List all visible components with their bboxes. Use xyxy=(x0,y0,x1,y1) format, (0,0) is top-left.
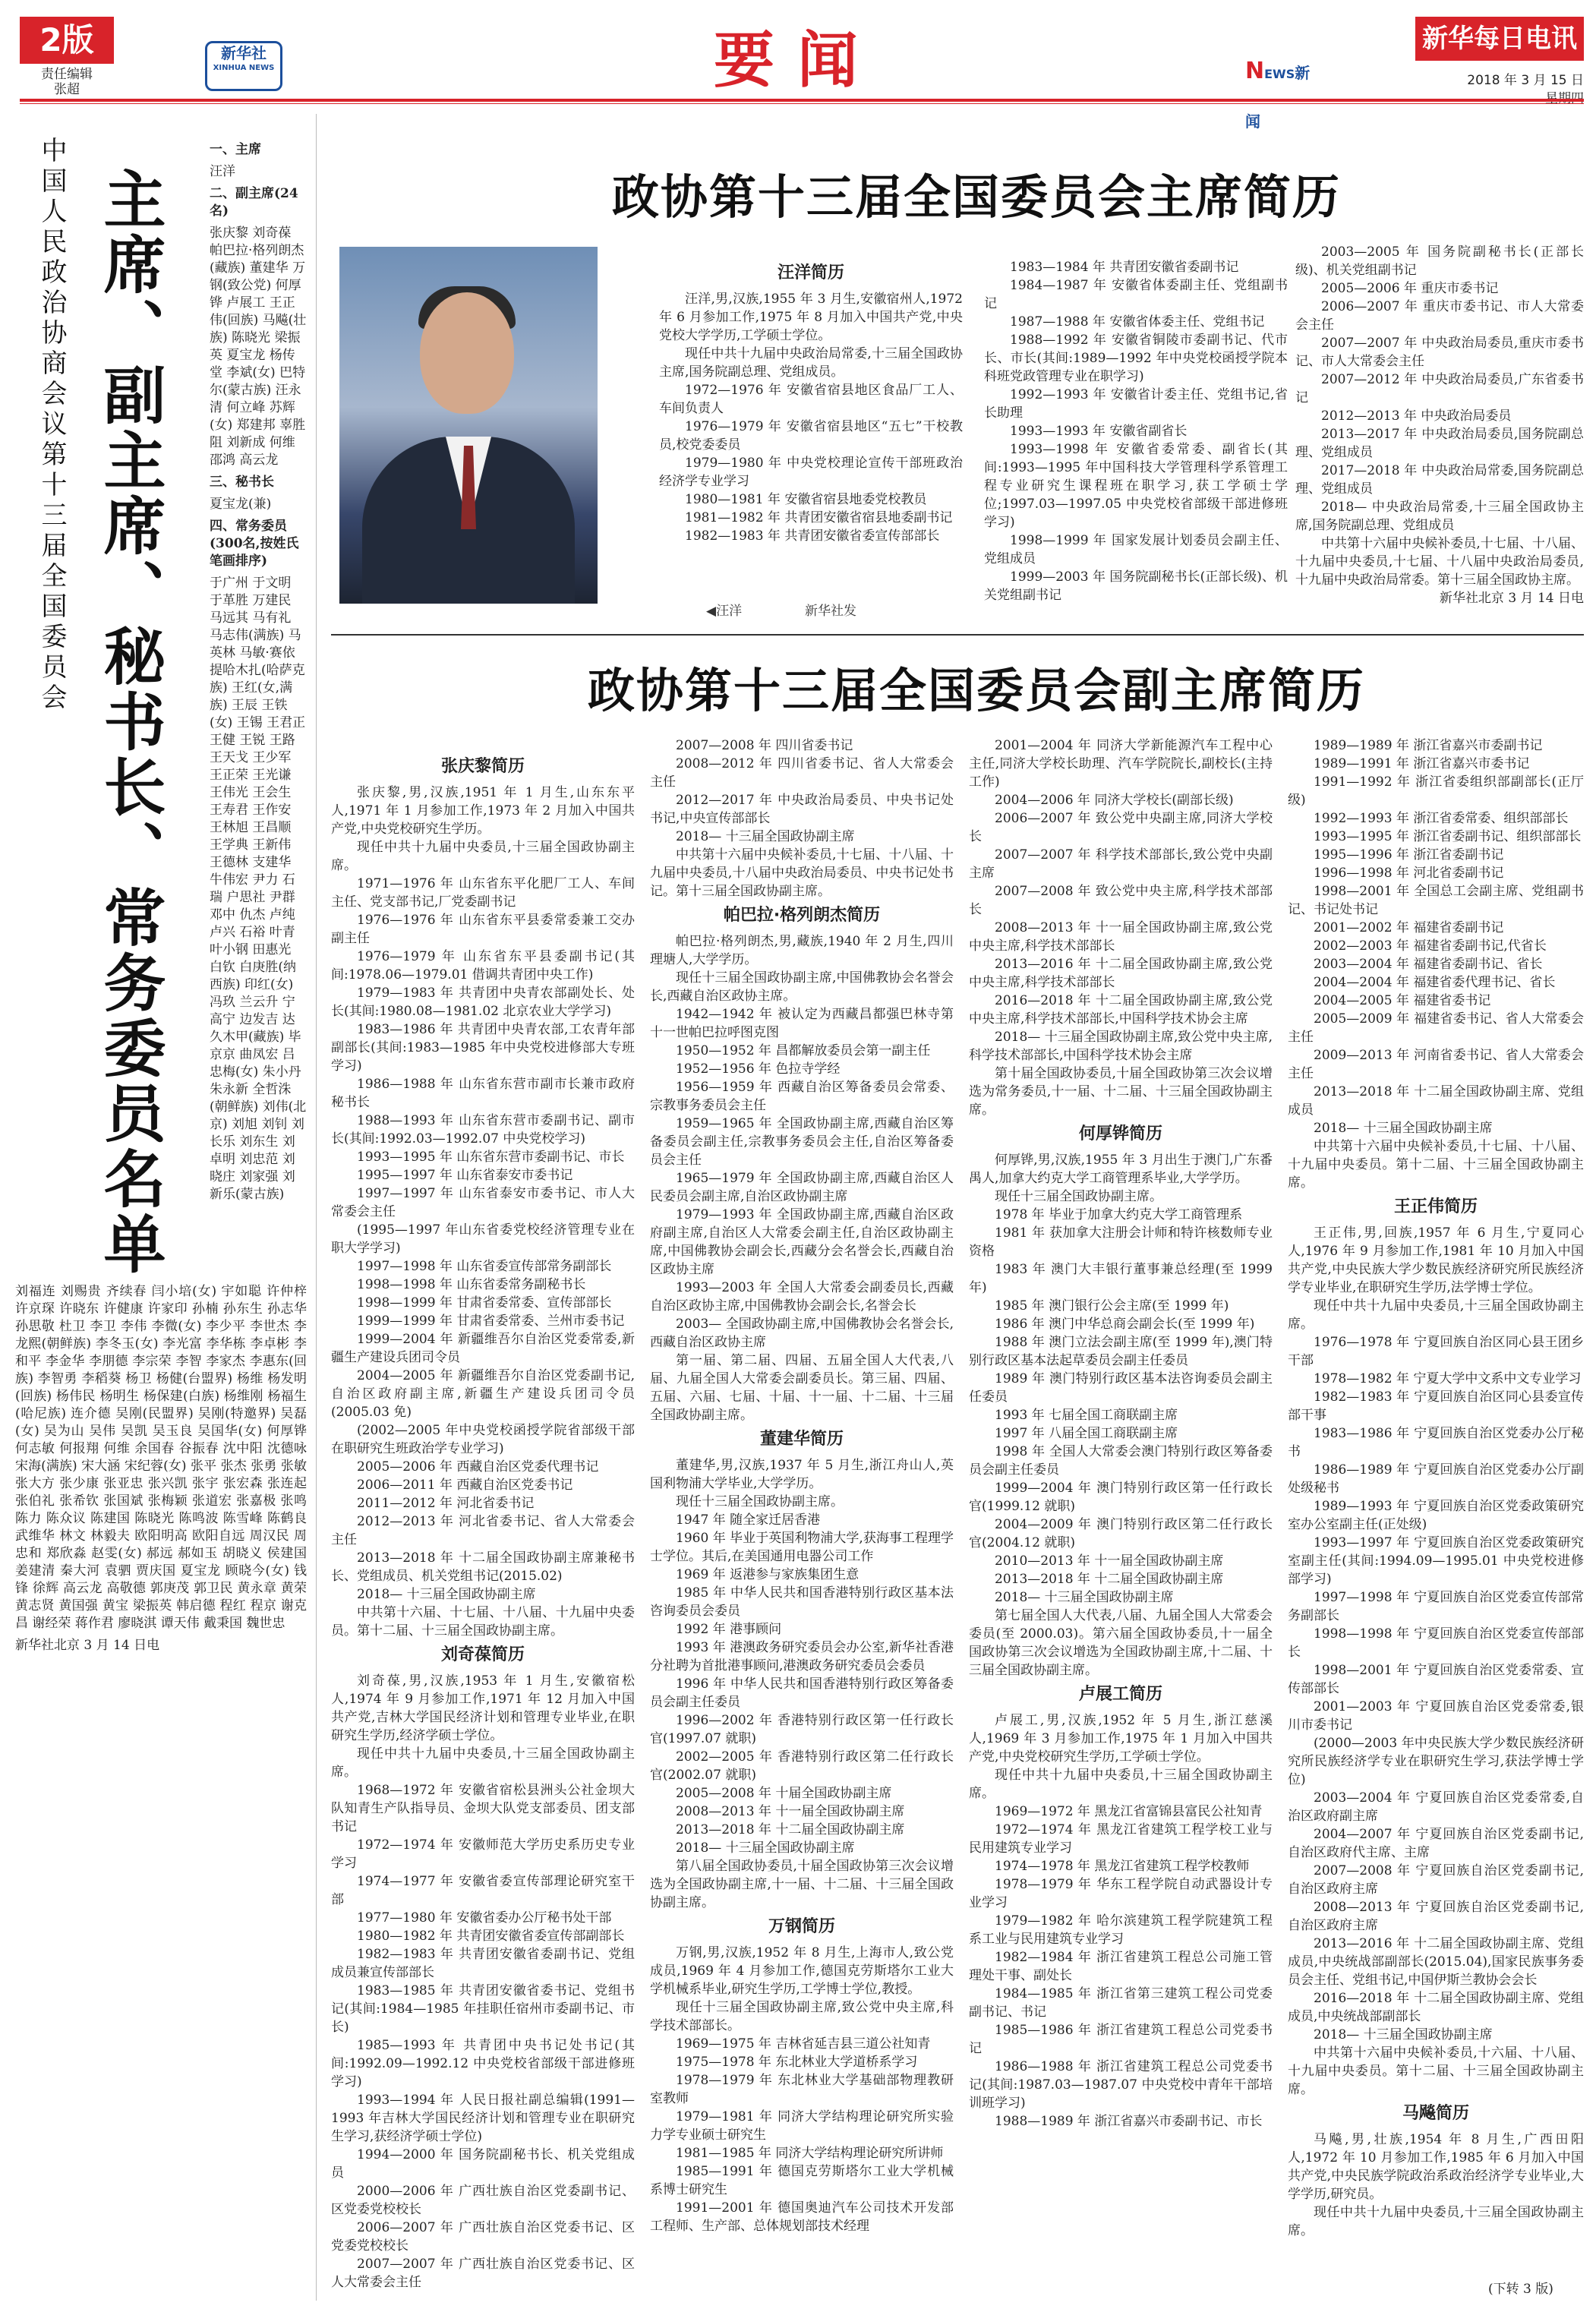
name-list-column-1 xyxy=(210,137,307,1260)
bio-entry: 1993 年 七届全国工商联副主席 xyxy=(995,1408,1178,1423)
bio-entry: 1980—1981 年 安徽省宿县地委党校教员 xyxy=(685,492,927,507)
page-number-box xyxy=(20,17,114,97)
bio-entry: 1969—1975 年 吉林省延吉县三道公社知青 xyxy=(676,2036,931,2052)
left-divider xyxy=(316,114,317,2301)
bio-entry: 1993—1995 年 山东省东营市委副书记、市长 xyxy=(357,1150,625,1165)
bio-entry: 2013—2018 年 十二届全国政协副主席 xyxy=(995,1572,1224,1587)
bio-title: 张庆黎简历 xyxy=(440,757,525,776)
bio-entry: 1971—1976 年 山东省东平化肥厂工人、车间主任、党支部书记,厂党委副书记 xyxy=(331,876,635,910)
bio-entry: 1956—1959 年 西藏自治区筹备委员会常委、宗教事务委员会主任 xyxy=(650,1080,954,1113)
bio-entry: 1988—1989 年 浙江省嘉兴市委副书记、市长 xyxy=(995,2114,1263,2129)
bio-entry: 1977—1980 年 安徽省委办公厅秘书处干部 xyxy=(357,1910,612,1926)
bio-entry: 1969—1972 年 黑龙江省富锦县富民公社知青 xyxy=(995,1804,1263,1819)
bio-entry: 1987—1988 年 安徽省体委主任、党组书记 xyxy=(1010,314,1265,330)
bio-entry: 2003— 全国政协副主席,中国佛教协会名誉会长,西藏自治区政协主席 xyxy=(650,1317,954,1350)
bio-entry: 1979—1980 年 中央党校理论宣传干部班政治经济学专业学习 xyxy=(659,456,963,489)
bio-entry: 1989—1991 年 浙江省嘉兴市委书记 xyxy=(1314,756,1530,771)
bio-entry: 现任十三届全国政协副主席,致公党中央主席,科学技术部部长。 xyxy=(650,2000,954,2033)
bio-entry: 1978—1982 年 宁夏大学中文系中文专业学习 xyxy=(1314,1371,1582,1386)
bio-dateline: 新华社北京 3 月 14 日电 xyxy=(1439,591,1584,606)
bio-entry: 1997 年 八届全国工商联副主席 xyxy=(995,1426,1178,1441)
bio-entry: 1988—1992 年 安徽省铜陵市委副书记、代市长、市长(其间:1989—1992 年中央党校函授学院本科班党政管理专业在职学习) xyxy=(984,333,1288,384)
bio-current-post: 现任中共十九届中央政治局常委,十三届全国政协主席,国务院副总理、党组成员。 xyxy=(659,346,963,380)
wangyang-bio-col2 xyxy=(984,258,1288,623)
bio-entry: 2002—2003 年 福建省委副书记,代省长 xyxy=(1314,938,1547,954)
xinhua-logo xyxy=(205,41,282,91)
bio-entry: 1997—1998 年 宁夏回族自治区党委宣传部常务副部长 xyxy=(1288,1590,1584,1623)
bio-entry: 2008—2013 年 十一届全国政协副主席,致公党中央主席,科学技术部部长 xyxy=(969,920,1273,954)
bio-entry: 2018— 十三届全国政协副主席 xyxy=(357,1587,536,1602)
bio-entry: 张庆黎,男,汉族,1951 年 1 月生,山东东平人,1971 年 1 月参加工作,1973 年 2 月加入中国共产党,中央党校研究生学历。 xyxy=(331,785,635,837)
bio-column-a xyxy=(331,752,635,2293)
bio-title: 万钢简历 xyxy=(768,1917,835,1936)
bio-entry: 1989—1993 年 宁夏回族自治区党委政策研究室办公室副主任(正处级) xyxy=(1288,1499,1584,1532)
bio-entry: 2008—2013 年 宁夏回族自治区党委副书记,自治区政府主席 xyxy=(1288,1900,1584,1933)
brand-name: 新华每日电讯 xyxy=(1415,17,1584,61)
bio-entry: 1998 年 全国人大常委会澳门特别行政区筹备委员会副主任委员 xyxy=(969,1444,1273,1478)
bio-entry: 1998—1998 年 山东省委常务副秘书长 xyxy=(357,1277,586,1292)
bio-entry: 1979—1993 年 全国政协副主席,西藏自治区政府副主席,自治区人大常委会副主任,自治区政协副主席,中国佛教协会副会长,西藏分会名誉会长,西藏自治区政协主席 xyxy=(650,1207,954,1277)
bio-entry: 中共第十六届中央候补委员,十七届、十八届、十九届中央委员,十八届中央政治局委员、中央书记处书记。第十三届全国政协副主席。 xyxy=(650,847,954,899)
bio-entry: 2018— 十三届全国政协副主席 xyxy=(1314,2027,1493,2042)
bio-entry: 1995—1996 年 浙江省委副书记 xyxy=(1314,847,1504,863)
bio-entry: 2013—2018 年 十二届全国政协副主席、党组成员 xyxy=(1288,1084,1584,1118)
bio-entry: 1972—1974 年 安徽师范大学历史系历史专业学习 xyxy=(331,1837,635,1871)
bio-entry: 2007—2007 年 科学技术部部长,致公党中央副主席 xyxy=(969,847,1273,881)
bio-entry: 1979—1983 年 共青团中央青农部副处长、处长(其间:1980.08—1981.02 北京农业大学学习) xyxy=(331,986,635,1019)
xinhua-logo-text: 新华社 xyxy=(221,44,267,62)
bio-entry: 1979—1981 年 同济大学结构理论研究所实验力学专业硕士研究生 xyxy=(650,2109,954,2143)
bio-entry: 1974—1978 年 黑龙江省建筑工程学校教师 xyxy=(995,1859,1250,1874)
bio-entry: 1999—2004 年 澳门特别行政区第一任行政长官(1999.12 就职) xyxy=(969,1481,1273,1514)
bio-entry: 2016—2018 年 十二届全国政协副主席、党组成员,中央统战部副部长 xyxy=(1288,1991,1584,2024)
bio-title: 刘奇葆简历 xyxy=(440,1645,525,1664)
bio-entry: 1983—1985 年 共青团安徽省委书记、党组书记(其间:1984—1985 年挂职任宿州市委副书记、市长) xyxy=(331,1983,635,2035)
bio-entry: 1996—1998 年 河北省委副书记 xyxy=(1314,866,1504,881)
bio-entry: 1978—1979 年 华东工程学院自动武器设计专业学习 xyxy=(969,1877,1273,1910)
list-heading: 三、秘书长 xyxy=(210,475,274,490)
bio-entry: 1993—1994 年 人民日报社副总编辑(1991—1993 年吉林大学国民经济计划和管理专业在职研究生学习,获经济学硕士学位) xyxy=(331,2093,635,2144)
list-names: 汪洋 xyxy=(210,164,235,179)
bio-entry: 1982—1984 年 浙江省建筑工程总公司施工管理处干事、副处长 xyxy=(969,1950,1273,1983)
bio-entry: 1983—1984 年 共青团安徽省委副书记 xyxy=(1010,260,1239,275)
bio-entry: 2006—2011 年 西藏自治区党委书记 xyxy=(357,1478,573,1493)
bio-entry: 1974—1977 年 安徽省委宣传部理论研究室干部 xyxy=(331,1874,635,1907)
bio-intro: 汪洋,男,汉族,1955 年 3 月生,安徽宿州人,1972 年 6 月参加工作,1975 年 8 月加入中国共产党,中央党校大学学历,工学硕士学位。 xyxy=(659,292,963,343)
bio-entry: 1976—1976 年 山东省东平县委常委兼工交办副主任 xyxy=(331,913,635,946)
bio-entry: 2001—2003 年 宁夏回族自治区党委常委,银川市委书记 xyxy=(1288,1699,1584,1733)
bio-entry: 1952—1956 年 色拉寺学经 xyxy=(676,1061,841,1077)
bio-entry: 1947 年 随全家迁居香港 xyxy=(676,1512,821,1528)
bio-entry: 1999—2004 年 新疆维吾尔自治区党委常委,新疆生产建设兵团司令员 xyxy=(331,1332,635,1365)
wangyang-bio-col1 xyxy=(659,258,963,592)
bio-entry: 1991—1992 年 浙江省委组织部副部长(正厅级) xyxy=(1288,774,1584,808)
list-names: 于广州 于文明 于革胜 万建民 马远其 马有礼 马志伟(满族) 马英林 马敏·赛依提哈木扎(哈萨克族) 王红(女,满族) 王辰 王铁(女) 王锡 王君正 王健 王锐 王路 王天戈 王少军 王正荣 王光谦 王伟光 王会生 王寿君 王作安 王林旭 王昌顺 王学典 王新伟 王德林 支建华 牛伟宏 尹力 石瑞 户思社 尹群 邓中 仇杰 卢纯 卢兴 石裕 叶青 叶小钢 田惠光 白钦 白庚胜(纳西族) 印红(女) 冯玖 兰云升 宁高宁 边发吉 达久木甲(藏族) 毕京京 曲凤宏 吕忠梅(女) 朱小丹 朱永新 全哲洙(朝鲜族) 刘伟(北京) 刘旭 刘钊 刘长乐 刘东生 刘卓明 刘忠范 刘晓庄 刘家强 刘新乐(蒙古族) xyxy=(210,576,307,1202)
bio-entry: 2018— 十三届全国政协副主席 xyxy=(995,1590,1174,1605)
bio-entry: 2007—2007 年 广西壮族自治区党委书记、区人大常委会主任 xyxy=(331,2257,635,2290)
bio-entry: 1992—1993 年 安徽省计委主任、党组书记,省长助理 xyxy=(984,387,1288,421)
bio-entry: 1981—1985 年 同济大学结构理论研究所讲师 xyxy=(676,2146,944,2161)
bio-entry: 1980—1982 年 共青团安徽省委宣传部副部长 xyxy=(357,1929,625,1944)
bio-entry: 1985—1993 年 共青团中央书记处书记(其间:1992.09—1992.12 中央党校省部级干部进修班学习) xyxy=(331,2038,635,2090)
bio-entry: 2005—2006 年 西藏自治区党委代理书记 xyxy=(357,1459,599,1475)
name-list-continued: 刘福连 刘赐贵 齐续春 闫小培(女) 宇如聪 许仲梓 许京琛 许晓东 许健康 许家印 孙楠 孙东生 孙志华 孙思敬 杜卫 李卫 李伟 李微(女) 李少平 李世杰 李龙熙(朝鲜族) 李冬玉(女) 李光富 李华栋 李卓彬 李和平 李金华 李朋德 李宗荣 李智 李家杰 李惠东(回族) 李智勇 李稻葵 杨卫 杨健(台盟界) 杨维 杨发明(回族) 杨伟民 杨明生 杨保建(白族) 杨维刚 杨福生(哈尼族) 连介德 吴刚(民盟界) 吴刚(特邀界) 吴磊(女) 吴为山 吴伟 吴凯 吴玉良 吴国华(女) 何厚铧 何志敏 何报翔 何维 余国春 谷振春 沈中阳 沈德咏 宋海(满族) 宋大涵 宋纪蓉(女) 张平 张杰 张勇 张敏 张大方 张少康 张亚忠 张兴凯 张宇 张宏森 张连起 张伯礼 张希钦 张国斌 张梅颖 张道宏 张嘉极 张鸣 陈力 陈众议 陈建国 陈晓光 陈鸣波 陈雪峰 陈鹤良 武维华 林文 林毅夫 欧阳明高 欧阳自远 周汉民 周忠和 郑欣淼 赵雯(女) 郝远 郝如玉 胡晓义 侯建国 姜建清 秦大河 袁驷 贾庆国 夏宝龙 顾晓今(女) 钱锋 徐辉 高云龙 高敬德 郭庚茂 郭卫民 黄永章 黄荣 黄志贤 黄国强 黄宝 梁振英 韩启德 程红 程京 谢克昌 谢经荣 蒋作君 廖晓淇 谭天伟 戴秉国 魏世忠 xyxy=(15,1284,307,1631)
bio-entry: 1993 年 港澳政务研究委员会办公室,新华社香港分社聘为首批港事顾问,港澳政务研究委员会委员 xyxy=(650,1640,954,1673)
bio-entry: 1976—1978 年 宁夏回族自治区同心县王团乡干部 xyxy=(1288,1335,1584,1368)
bio-entry: (2002—2005 年中央党校函授学院省部级干部在职研究生班政治学专业学习) xyxy=(331,1423,635,1456)
bio-entry: 2012—2017 年 中央政治局委员、中央书记处书记,中央宣传部部长 xyxy=(650,793,954,826)
bio-entry: 1998—1999 年 国家发展计划委员会副主任、党组成员 xyxy=(984,533,1288,566)
bio-entry: 1993—2003 年 全国人大常委会副委员长,西藏自治区政协主席,中国佛教协会副会长,名誉会长 xyxy=(650,1280,954,1314)
bio-entry: 1985 年 澳门银行公会主席(至 1999 年) xyxy=(995,1298,1229,1314)
bio-entry: 2003—2004 年 宁夏回族自治区党委常委,自治区政府副主席 xyxy=(1288,1790,1584,1824)
bio-entry: 2004—2005 年 福建省委书记 xyxy=(1314,993,1491,1008)
bio-entry: 1998—2001 年 全国总工会副主席、党组副书记、书记处书记 xyxy=(1288,884,1584,917)
bio-entry: 2013—2016 年 十二届全国政协副主席,致公党中央主席,科学技术部部长 xyxy=(969,957,1273,990)
bio-entry: 2000—2006 年 广西壮族自治区党委副书记、区党委党校校长 xyxy=(331,2184,635,2217)
bio-entry: 1983—1986 年 宁夏回族自治区党委办公厅秘书 xyxy=(1288,1426,1584,1459)
bio-entry: 帕巴拉·格列朗杰,男,藏族,1940 年 2 月生,四川理塘人,大学学历。 xyxy=(650,934,954,967)
bio-entry: 2006—2007 年 致公党中央副主席,同济大学校长 xyxy=(969,811,1273,844)
bio-entry: 2007—2008 年 致公党中央主席,科学技术部部长 xyxy=(969,884,1273,917)
bio-entry: 1986—1988 年 浙江省建筑工程总公司党委书记(其间:1987.03—1987.07 中央党校中青年干部培训班学习) xyxy=(969,2059,1273,2111)
bio-entry: 1969 年 返港参与家族集团生意 xyxy=(676,1567,860,1582)
bio-entry: 1982—1983 年 共青团安徽省委副书记、党组成员兼宣传部部长 xyxy=(331,1947,635,1980)
section-title: 要闻 xyxy=(714,25,881,96)
bio-entry: 1984—1987 年 安徽省体委副主任、党组副书记 xyxy=(984,278,1288,311)
bio-entry: 1986 年 澳门中华总商会副会长(至 1999 年) xyxy=(995,1317,1255,1332)
bio-entry: 1997—1997 年 山东省泰安市委书记、市人大常委会主任 xyxy=(331,1186,635,1219)
bio-entry: 1959—1965 年 全国政协副主席,西藏自治区筹备委员会副主任,宗教事务委员会主任,自治区筹备委员会主任 xyxy=(650,1116,954,1168)
chairman-headline: 政协第十三届全国委员会主席简历 xyxy=(611,169,1341,225)
bio-entry: 1981—1982 年 共青团安徽省宿县地委副书记 xyxy=(685,510,953,525)
bio-title: 董建华简历 xyxy=(759,1430,844,1449)
bio-title: 马飚简历 xyxy=(1402,2104,1469,2123)
bio-entry: 2007—2008 年 宁夏回族自治区党委副书记,自治区政府主席 xyxy=(1288,1863,1584,1897)
bio-entry: 中共第十六届中央候补委员,十七届、十八届、十九届中央委员。第十二届、十三届全国政协副主席。 xyxy=(1288,1139,1584,1191)
bio-entry: 1976—1979 年 安徽省宿县地区“五七”干校教员,校党委委员 xyxy=(659,419,963,453)
name-list-title: 主席、副主席、秘书长、常务委员名单 xyxy=(93,167,166,1277)
bio-entry: 2005—2008 年 十届全国政协副主席 xyxy=(676,1786,892,1801)
bio-entry: 1986—1988 年 山东省东营市副市长兼市政府秘书长 xyxy=(331,1077,635,1110)
bio-entry: 1994—2000 年 国务院副秘书长、机关党组成员 xyxy=(331,2147,635,2181)
bio-entry: 2007—2007 年 中央政治局委员,重庆市委书记、市人大常委会主任 xyxy=(1295,336,1584,369)
bio-entry: 2004—2009 年 澳门特别行政区第二任行政长官(2004.12 就职) xyxy=(969,1517,1273,1550)
bio-entry: 中共第十六届中央候补委员,十六届、十八届、十九届中央委员。第十二届、十三届全国政协副主席。 xyxy=(1288,2045,1584,2097)
bio-entry: 1972—1974 年 黑龙江省建筑工程学校工业与民用建筑专业学习 xyxy=(969,1822,1273,1856)
bio-entry: 1989—1989 年 浙江省嘉兴市委副书记 xyxy=(1314,738,1543,753)
bio-entry: 1985 年 中华人民共和国香港特别行政区基本法咨询委员会委员 xyxy=(650,1585,954,1619)
bio-entry: 2013—2018 年 十二届全国政协副主席兼秘书长、党组成员、机关党组书记(2015.02) xyxy=(331,1550,635,1584)
bio-entry: 1976—1979 年 山东省东平县委副书记(其间:1978.06—1979.01 借调共青团中央工作) xyxy=(331,949,635,983)
bio-entry: 现任中共十九届中央委员,十三届全国政协副主席。 xyxy=(1288,1298,1584,1332)
news-logo: NEWS新闻 xyxy=(1245,58,1311,131)
bio-entry: 2008—2013 年 十一届全国政协副主席 xyxy=(676,1804,905,1819)
bio-entry: 2013—2016 年 十二届全国政协副主席、党组成员,中央统战部副部长(2015.04),国家民族事务委员会主任、党组书记,中国伊斯兰教协会会长 xyxy=(1288,1936,1584,1988)
bio-entry: 1995—1997 年 山东省泰安市委书记 xyxy=(357,1168,573,1183)
issue-date xyxy=(1415,71,1584,108)
bio-entry: 万钢,男,汉族,1952 年 8 月生,上海市人,致公党成员,1969 年 4 月参加工作,德国克劳斯塔尔工业大学机械系毕业,研究生学历,工学博士学位,教授。 xyxy=(650,1945,954,1997)
bio-entry: 1993—1993 年 安徽省副省长 xyxy=(1010,424,1188,439)
bio-entry: 1960 年 毕业于英国利物浦大学,获海事工程理学士学位。其后,在美国通用电器公司工作 xyxy=(650,1531,954,1564)
bio-entry: 1989 年 澳门特别行政区基本法咨询委员会副主任委员 xyxy=(969,1371,1273,1405)
bio-entry: 2006—2007 年 重庆市委书记、市人大常委会主任 xyxy=(1295,299,1584,333)
bio-entry: 1999—1999 年 甘肃省委常委、兰州市委书记 xyxy=(357,1314,625,1329)
bio-entry: 2013—2018 年 十二届全国政协副主席 xyxy=(676,1822,905,1837)
bio-entry: 第八届全国政协委员,十届全国政协第三次会议增选为全国政协副主席,十一届、十二届、十三届全国政协副主席。 xyxy=(650,1859,954,1910)
bio-entry: 2018— 中央政治局常委,十三届全国政协主席,国务院副总理、党组成员 xyxy=(1295,500,1584,533)
bio-entry: 2007—2008 年 四川省委书记 xyxy=(676,738,853,753)
header-rule xyxy=(20,99,1584,102)
bio-entry: 第十届全国政协委员,十届全国政协第三次会议增选为常务委员,十一届、十二届、十三届全国政协副主席。 xyxy=(969,1066,1273,1118)
editor-credit xyxy=(20,67,114,97)
bio-entry: 1981 年 获加拿大注册会计师和特许核数师专业资格 xyxy=(969,1225,1273,1259)
bio-entry: 1982—1983 年 共青团安徽省委宣传部部长 xyxy=(685,528,940,544)
bio-entry: 2001—2004 年 同济大学新能源汽车工程中心主任,同济大学校长助理、汽车学院院长,副校长(主持工作) xyxy=(969,738,1273,790)
bio-entry: 现任中共十九届中央委员,十三届全国政协副主席。 xyxy=(969,1768,1273,1801)
bio-entry: 1991—2001 年 德国奥迪汽车公司技术开发部工程师、生产部、总体规划部技术经理 xyxy=(650,2200,954,2234)
bio-entry: 1978 年 毕业于加拿大约克大学工商管理系 xyxy=(995,1207,1243,1222)
bio-entry: 1984—1985 年 浙江省第三建筑工程公司党委副书记、书记 xyxy=(969,1986,1273,2020)
vice-chairman-headline: 政协第十三届全国委员会副主席简历 xyxy=(587,663,1365,718)
photo-caption: ◀汪洋 xyxy=(706,604,743,619)
bio-title: 王正伟简历 xyxy=(1393,1197,1478,1216)
bio-entry: 何厚铧,男,汉族,1955 年 3 月出生于澳门,广东番禺人,加拿大约克大学工商管理系毕业,大学学历。 xyxy=(969,1153,1273,1186)
bio-entry: 2001—2002 年 福建省委副书记 xyxy=(1314,920,1504,935)
bio-entry: 1988 年 澳门立法会副主席(至 1999 年),澳门特别行政区基本法起草委员会副主任委员 xyxy=(969,1335,1273,1368)
bio-entry: 2004—2006 年 同济大学校长(副部长级) xyxy=(995,793,1234,808)
bio-entry: 2013—2017 年 中央政治局委员,国务院副总理、党组成员 xyxy=(1295,427,1584,460)
bio-entry: 1979—1982 年 哈尔滨建筑工程学院建筑工程系工业与民用建筑专业学习 xyxy=(969,1913,1273,1947)
bio-entry: 2004—2004 年 福建省委代理书记、省长 xyxy=(1314,975,1556,990)
bio-entry: 2018— 十三届全国政协副主席,致公党中央主席,科学技术部部长,中国科学技术协会主席 xyxy=(969,1030,1273,1063)
bio-entry: 2017—2018 年 中央政治局常委,国务院副总理、党组成员 xyxy=(1295,463,1584,497)
list-heading: 四、常务委员(300名,按姓氏笔画排序) xyxy=(210,519,299,569)
bio-entry: 2018— 十三届全国政协副主席 xyxy=(676,829,855,844)
bio-entry: 2003—2005 年 国务院副秘书长(正部长级)、机关党组副书记 xyxy=(1295,244,1584,278)
date-text: 2018 年 3 月 15 日 xyxy=(1467,73,1584,88)
news-logo-text: 新闻 xyxy=(1245,64,1311,131)
bio-entry: 2007—2012 年 中央政治局委员,广东省委书记 xyxy=(1295,372,1584,405)
bio-entry: 1985—1991 年 德国克劳斯塔尔工业大学机械系博士研究生 xyxy=(650,2164,954,2197)
bio-entry: (1995—1997 年山东省委党校经济管理专业在职大学学习) xyxy=(331,1222,635,1256)
bio-entry: 2002—2005 年 香港特别行政区第二任行政长官(2002.07 就职) xyxy=(650,1749,954,1783)
bio-entry: 2011—2012 年 河北省委书记 xyxy=(357,1496,535,1511)
photo-credit: 新华社发 xyxy=(805,604,856,619)
bio-entry: 2016—2018 年 十二届全国政协副主席,致公党中央主席,科学技术部部长,中国科学技术协会主席 xyxy=(969,993,1273,1027)
list-heading: 一、主席 xyxy=(210,142,261,157)
bio-entry: 2018— 十三届全国政协副主席 xyxy=(1314,1121,1493,1136)
bio-entry: 1993—1995 年 浙江省委副书记、组织部部长 xyxy=(1314,829,1582,844)
bio-entry: 1993—1998 年 安徽省委常委、副省长(其间:1993—1995 年中国科技大学管理科学系管理工程专业研究生课程班在职学习,获工学硕士学位;1997.03—1997.05 中央党校省部级干部进修班学习) xyxy=(984,442,1288,530)
bio-entry: 董建华,男,汉族,1937 年 5 月生,浙江舟山人,英国利物浦大学毕业,大学学历。 xyxy=(650,1458,954,1491)
bio-title: 何厚铧简历 xyxy=(1078,1124,1162,1143)
bio-entry: 1988—1993 年 山东省东营市委副书记、副市长(其间:1992.03—1992.07 中央党校学习) xyxy=(331,1113,635,1147)
bio-entry: 2004—2005 年 新疆维吾尔自治区党委副书记,自治区政府副主席,新疆生产建设兵团司令员(2005.03 免) xyxy=(331,1368,635,1420)
bio-entry: 2005—2006 年 重庆市委书记 xyxy=(1321,281,1499,296)
bio-entry: 现任十三届全国政协副主席。 xyxy=(676,1494,844,1509)
wangyang-bio-title: 汪洋简历 xyxy=(777,263,844,282)
section-rule xyxy=(331,634,1584,636)
bio-entry: 1986—1989 年 宁夏回族自治区党委办公厅副处级秘书 xyxy=(1288,1462,1584,1496)
list-dateline: 新华社北京 3 月 14 日电 xyxy=(15,1638,160,1653)
bio-title: 帕巴拉·格列朗杰简历 xyxy=(723,906,881,925)
editor-name: 张超 xyxy=(54,82,80,97)
bio-entry: 1998—1999 年 甘肃省委常委、宣传部部长 xyxy=(357,1295,612,1311)
cppcc-committee-title: 中国人民政治协商会议第十三届全国委员会 xyxy=(36,137,67,714)
bio-entry: 刘奇葆,男,汉族,1953 年 1 月生,安徽宿松人,1974 年 9 月参加工作,1971 年 12 月加入中国共产党,吉林大学国民经济计划和管理专业毕业,在职研究生学历,经济学硕士学位。 xyxy=(331,1673,635,1743)
bio-entry: 中共第十六届、十七届、十八届、十九届中央委员。第十二届、十三届全国政协副主席。 xyxy=(331,1605,635,1639)
bio-title: 卢展工简历 xyxy=(1078,1685,1162,1704)
bio-entry: 2008—2012 年 四川省委书记、省人大常委会主任 xyxy=(650,756,954,790)
bio-entry: 2012—2013 年 中央政治局委员 xyxy=(1321,408,1512,424)
bio-entry: 马飚,男,壮族,1954 年 8 月生,广西田阳人,1972 年 10 月参加工作,1985 年 6 月加入中国共产党,中央民族学院政治系政治经济学专业毕业,大学学历,研究员。 xyxy=(1288,2132,1584,2202)
bio-entry: 2018— 十三届全国政协副主席 xyxy=(676,1840,855,1856)
wangyang-photo xyxy=(339,247,598,604)
bio-entry: 第七届全国人大代表,八届、九届全国人大常委会委员(至 2000.03)。第六届全国政协委员,十一届全国政协第三次会议增选为全国政协副主席,十二届、十三届全国政协副主席。 xyxy=(969,1608,1273,1678)
bio-entry: 1968—1972 年 安徽省宿松县洲头公社金坝大队知青生产队指导员、金坝大队党支部委员、团支部书记 xyxy=(331,1783,635,1834)
bio-entry: 1985—1986 年 浙江省建筑工程总公司党委书记 xyxy=(969,2023,1273,2056)
bio-entry: 1978—1979 年 东北林业大学基础部物理教研室教师 xyxy=(650,2073,954,2106)
bio-entry: 1972—1976 年 安徽省宿县地区食品厂工人、车间负责人 xyxy=(659,383,963,416)
bio-entry: 1996 年 中华人民共和国香港特别行政区筹备委员会副主任委员 xyxy=(650,1676,954,1710)
bio-entry: 1983—1986 年 共青团中央青农部,工农青年部副部长(其间:1983—1985 年中央党校进修部大专班学习) xyxy=(331,1022,635,1074)
bio-entry: 1998—1998 年 宁夏回族自治区党委宣传部部长 xyxy=(1288,1626,1584,1660)
bio-entry: 2009—2013 年 河南省委书记、省人大常委会主任 xyxy=(1288,1048,1584,1081)
bio-entry: 2012—2013 年 河北省委书记、省人大常委会主任 xyxy=(331,1514,635,1547)
wangyang-bio-col3 xyxy=(1295,243,1584,623)
xinhua-logo-en: XINHUA NEWS xyxy=(213,64,275,72)
bio-entry: 2004—2007 年 宁夏回族自治区党委副书记,自治区政府代主席、主席 xyxy=(1288,1827,1584,1860)
bio-entry: 现任中共十九届中央委员,十三届全国政协副主席。 xyxy=(331,840,635,873)
bio-entry: 1975—1978 年 东北林业大学道桥系学习 xyxy=(676,2055,918,2070)
list-heading: 二、副主席(24名) xyxy=(210,186,298,219)
bio-entry: 卢展工,男,汉族,1952 年 5 月生,浙江慈溪人,1969 年 3 月参加工作,1975 年 1 月加入中国共产党,中央党校研究生学历,工学硕士学位。 xyxy=(969,1713,1273,1765)
bio-entry: 王正伟,男,回族,1957 年 6 月生,宁夏同心人,1976 年 9 月参加工作,1981 年 10 月加入中国共产党,中央民族大学少数民族经济研究所民族经济学专业毕业,在职研究生学历,法学博士学位。 xyxy=(1288,1225,1584,1295)
list-names: 夏宝龙(兼) xyxy=(210,497,272,512)
bio-entry: 现任中共十九届中央委员,十三届全国政协副主席。 xyxy=(331,1746,635,1780)
list-names: 张庆黎 刘奇葆 帕巴拉·格列朗杰(藏族) 董建华 万钢(致公党) 何厚铧 卢展工 王正伟(回族) 马飚(壮族) 陈晓光 梁振英 夏宝龙 杨传堂 李斌(女) 巴特尔(蒙古族) 汪永清 何立峰 苏辉(女) 郑建邦 辜胜阻 刘新成 何维 邵鸿 高云龙 xyxy=(210,226,307,468)
bio-entry: 1983 年 澳门大丰银行董事兼总经理(至 1999 年) xyxy=(969,1262,1273,1295)
bio-column-b xyxy=(650,736,954,2293)
bio-column-c xyxy=(969,736,1273,2293)
bio-column-d xyxy=(1288,736,1584,2255)
editor-label: 责任编辑 xyxy=(41,67,93,82)
bio-entry: 1992 年 港事顾问 xyxy=(676,1622,782,1637)
bio-entry: 1999—2003 年 国务院副秘书长(正部长级)、机关党组副书记 xyxy=(984,569,1288,603)
bio-entry: 1998—2001 年 宁夏回族自治区党委常委、宣传部部长 xyxy=(1288,1663,1584,1696)
bio-entry: 现任中共十九届中央委员,十三届全国政协副主席。 xyxy=(1288,2205,1584,2238)
bio-entry: 1996—2002 年 香港特别行政区第一任行政长官(1997.07 就职) xyxy=(650,1713,954,1746)
bio-entry: 2010—2013 年 十一届全国政协副主席 xyxy=(995,1553,1224,1569)
bio-entry: 1997—1998 年 山东省委宣传部常务副部长 xyxy=(357,1259,612,1274)
bio-entry: 1982—1983 年 宁夏回族自治区同心县委宣传部干事 xyxy=(1288,1389,1584,1423)
bio-entry: 中共第十六届中央候补委员,十七届、十八届、十九届中央委员,十七届、十八届中央政治局委员,十九届中央政治局常委。第十三届全国政协主席。 xyxy=(1295,536,1584,588)
name-list-column-2 xyxy=(15,1283,307,2293)
bio-entry: 第一届、第二届、四届、五届全国人大代表,八届、九届全国人大常委会副委员长。第三届、四届、五届、六届、七届、十届、十一届、十二届、十三届全国政协副主席。 xyxy=(650,1353,954,1423)
bio-entry: 1965—1979 年 全国政协副主席,西藏自治区人民委员会副主席,自治区政协副主席 xyxy=(650,1171,954,1204)
bio-entry: 2005—2009 年 福建省委书记、省人大常委会主任 xyxy=(1288,1011,1584,1045)
bio-entry: 现任十三届全国政协副主席。 xyxy=(995,1189,1162,1204)
page-number: 2版 xyxy=(20,17,114,64)
bio-entry: 1993—1997 年 宁夏回族自治区党委政策研究室副主任(其间:1994.09—1995.01 中央党校进修部学习) xyxy=(1288,1535,1584,1587)
bio-entry: 1950—1952 年 昌都解放委员会第一副主任 xyxy=(676,1043,931,1058)
bio-entry: 1942—1942 年 被认定为西藏昌都强巴林寺第十一世帕巴拉呼图克图 xyxy=(650,1007,954,1040)
bio-entry: (2000—2003 年中央民族大学少数民族经济研究所民族经济学专业在职研究生学习,获法学博士学位) xyxy=(1288,1736,1584,1787)
continue-note: (下转 3 版) xyxy=(1488,2282,1553,2297)
bio-entry: 1992—1993 年 浙江省委常委、组织部部长 xyxy=(1314,811,1569,826)
bio-entry: 2003—2004 年 福建省委副书记、省长 xyxy=(1314,957,1543,972)
bio-entry: 现任十三届全国政协副主席,中国佛教协会名誉会长,西藏自治区政协主席。 xyxy=(650,970,954,1004)
header-rule-thin xyxy=(20,103,1584,104)
bio-entry: 2006—2007 年 广西壮族自治区党委书记、区党委党校校长 xyxy=(331,2220,635,2254)
